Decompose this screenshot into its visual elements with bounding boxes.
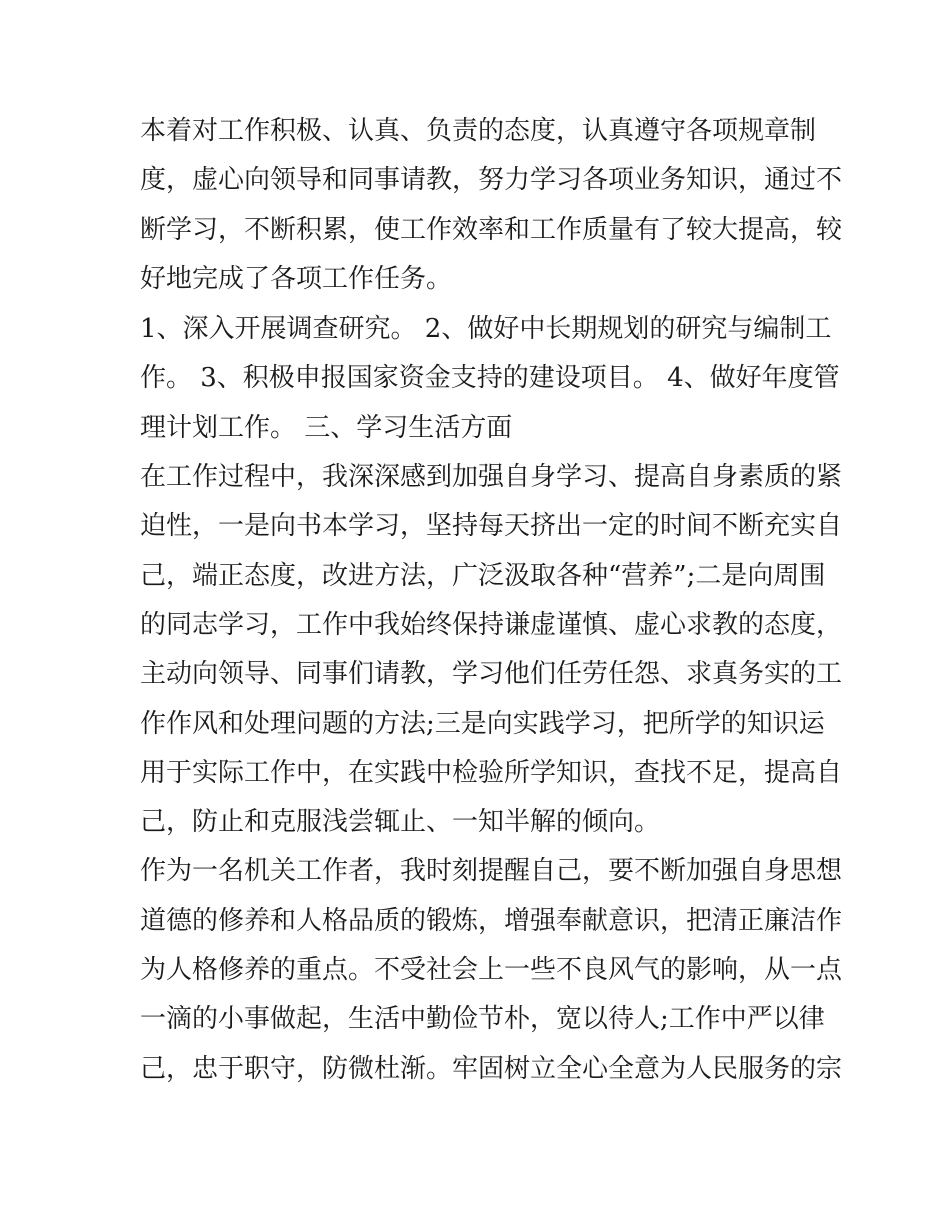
text-line: 1、深入开展调查研究。 2、做好中长期规划的研究与编制工 [140,314,832,345]
text-line: 作为一名机关工作者，我时刻提醒自己，要不断加强自身思想 [140,856,843,887]
text-line: 本着对工作积极、认真、负责的态度，认真遵守各项规章制 [140,116,817,146]
text-line: 为人格修养的重点。不受社会上一些不良风气的影响，从一点 [140,955,843,986]
paragraph-work-attitude [140,107,843,304]
text-line: 道德的修养和人格品质的锻炼，增强奉献意识，把清正廉洁作 [140,905,843,936]
text-line: 度，虚心向领导和同事请教，努力学习各项业务知识，通过不 [140,165,843,196]
text-line: 主动向领导、同事们请教，学习他们任劳任怨、求真务实的工 [140,659,843,690]
text-line: 理计划工作。 三、学习生活方面 [140,412,513,443]
text-line: 在工作过程中，我深深感到加强自身学习、提高自身素质的紧 [140,462,843,493]
text-line: 作。 3、积极申报国家资金支持的建设项目。 4、做好年度管 [140,363,840,394]
text-line: 迫性，一是向书本学习，坚持每天挤出一定的时间不断充实自 [140,511,843,542]
text-line: 己，忠于职守，防微杜渐。牢固树立全心全意为人民服务的宗 [140,1053,843,1084]
text-line: 用于实际工作中，在实践中检验所学知识，查找不足，提高自 [140,757,843,788]
document-body [140,107,843,1094]
paragraph-self-discipline [140,847,843,1093]
paragraph-learning [140,453,843,847]
text-line: 好地完成了各项工作任务。 [140,263,453,294]
text-line: 己，防止和克服浅尝辄止、一知半解的倾向。 [140,807,661,838]
text-line: 一滴的小事做起，生活中勤俭节朴，宽以待人;工作中严以律 [140,1004,825,1035]
text-line: 断学习，不断积累，使工作效率和工作质量有了较大提高，较 [140,214,843,245]
text-line: 己，端正态度，改进方法，广泛汲取各种“营养”;二是向周围 [140,560,826,591]
text-line: 的同志学习，工作中我始终保持谦虚谨慎、虚心求教的态度， [140,609,843,640]
text-line: 作作风和处理问题的方法;三是向实践学习，把所学的知识运 [140,708,825,739]
paragraph-task-list [140,305,840,453]
